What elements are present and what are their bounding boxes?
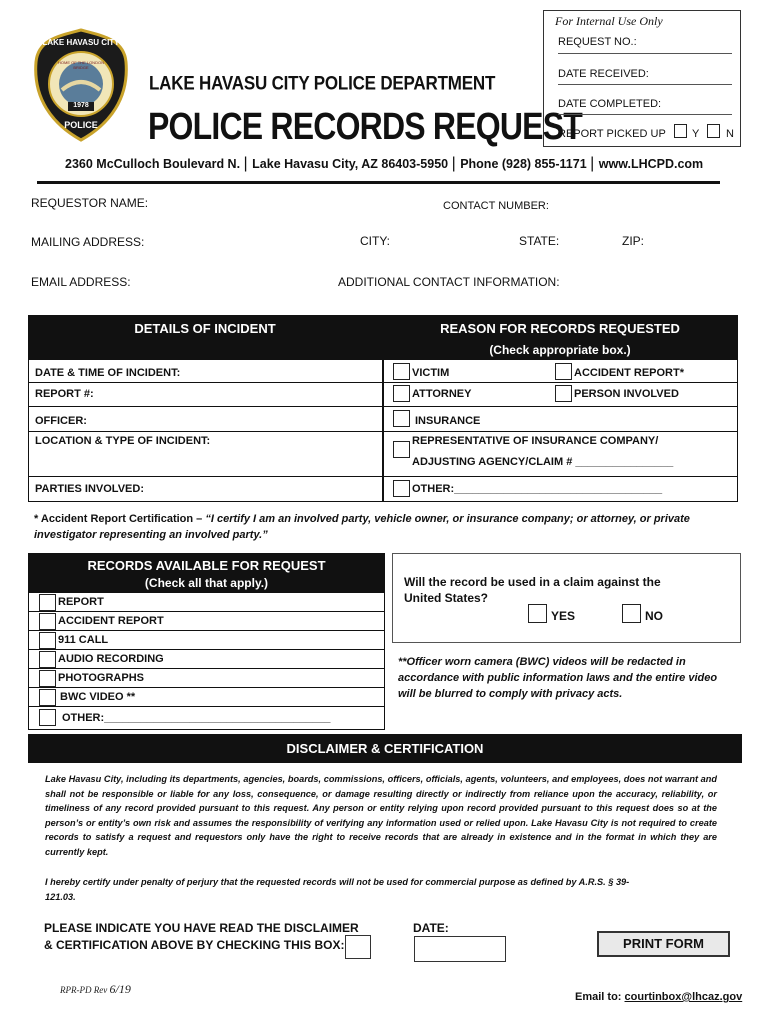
incident-location-label: LOCATION & TYPE OF INCIDENT:	[35, 435, 211, 447]
record-bwc-video-checkbox[interactable]	[39, 689, 56, 706]
row-divider	[28, 431, 738, 432]
bwc-note: **Officer worn camera (BWC) videos will be redacted in accordance with public information laws and the entire video will be blurred to comply with privacy acts.	[398, 656, 718, 700]
picked-up-no-label: N	[726, 128, 734, 140]
header-divider	[37, 181, 720, 184]
city-address: Lake Havasu City, AZ 86403-5950	[252, 157, 449, 171]
indicate-read-line-1: PLEASE INDICATE YOU HAVE READ THE DISCLAIMER	[44, 921, 359, 935]
record-911-call-checkbox[interactable]	[39, 632, 56, 649]
record-report-checkbox[interactable]	[39, 594, 56, 611]
record-911-call-label: 911 CALL	[58, 634, 109, 646]
mailing-address-label: MAILING ADDRESS:	[31, 235, 145, 249]
date-completed-line	[558, 114, 732, 115]
insurance-representative-label: REPRESENTATIVE OF INSURANCE COMPANY/	[412, 435, 659, 447]
record-other-checkbox[interactable]	[39, 709, 56, 726]
separator: |	[451, 155, 461, 172]
incident-heading: DETAILS OF INCIDENT	[134, 321, 276, 336]
row-divider	[28, 611, 385, 612]
person-involved-label: PERSON INVOLVED	[574, 388, 679, 400]
record-bwc-video-label: BWC VIDEO **	[60, 691, 136, 703]
victim-label: VICTIM	[412, 367, 450, 379]
separator: |	[590, 155, 599, 172]
insurance-representative-checkbox[interactable]	[393, 441, 410, 458]
request-no-line	[558, 53, 732, 54]
address-line	[65, 155, 703, 173]
incident-report-number-label: REPORT #:	[35, 388, 94, 400]
page-title: POLICE RECORDS REQUEST	[148, 104, 583, 148]
report-picked-up-label: REPORT PICKED UP	[558, 128, 666, 140]
state-field[interactable]	[560, 232, 615, 250]
department-name: LAKE HAVASU CITY POLICE DEPARTMENT	[149, 72, 496, 94]
requestor-name-label: REQUESTOR NAME:	[31, 196, 149, 210]
accident-report-reason-checkbox[interactable]	[555, 363, 572, 380]
email-link[interactable]: courtinbox@lhcaz.gov	[624, 991, 743, 1003]
claim-question: Will the record be used in a claim against the United States?	[404, 575, 661, 605]
request-no-label: REQUEST NO.:	[558, 36, 637, 48]
incident-officer-label: OFFICER:	[35, 415, 87, 427]
claim-no-label: NO	[645, 609, 663, 623]
row-divider	[28, 630, 385, 631]
mailing-address-field[interactable]	[145, 232, 355, 250]
phone-number: Phone (928) 855-1171	[460, 157, 587, 171]
incident-date-time-label: DATE & TIME OF INCIDENT:	[35, 367, 181, 379]
email-line	[575, 991, 742, 1003]
internal-use-box	[543, 10, 741, 147]
victim-checkbox[interactable]	[393, 363, 410, 380]
record-photographs-label: PHOTOGRAPHS	[58, 672, 144, 684]
claim-yes-label: YES	[551, 609, 576, 623]
record-photographs-checkbox[interactable]	[39, 670, 56, 687]
row-divider	[28, 706, 385, 707]
date-received-line	[558, 84, 732, 85]
zip-field[interactable]	[646, 232, 740, 250]
date-label: DATE:	[413, 921, 449, 935]
reason-heading: REASON FOR RECORDS REQUESTED	[440, 321, 680, 336]
date-field[interactable]	[414, 936, 506, 962]
city-label: CITY:	[360, 234, 391, 248]
additional-contact-label: ADDITIONAL CONTACT INFORMATION:	[338, 275, 560, 289]
disclaimer-body: Lake Havasu City, including its departments, agencies, boards, commissions, officers, officials, agents, volunteers, and employees, does not warrant and shall not be responsible or liable for any loss, consequence, or damage resulting directly or indirectly from reliance upon the accuracy, reliability, or timeliness of any record provided pursuant to this request. Any person or entity relying upon record provided pursuant to this request does so at the person’s or entity’s own risk and assumes the responsibility of verifying any information used or relied upon. Lake Havasu City is not required to create records to satisfy a request and requestors only have the right to receive records that are already in existence and in the format in which they are currently kept.	[45, 774, 717, 857]
record-report-label: REPORT	[58, 596, 104, 608]
separator: |	[243, 155, 253, 172]
print-form-button[interactable]: PRINT FORM	[597, 931, 730, 957]
city-field[interactable]	[392, 232, 512, 250]
contact-number-label: CONTACT NUMBER:	[443, 200, 549, 212]
person-involved-checkbox[interactable]	[555, 385, 572, 402]
internal-use-heading: For Internal Use Only	[555, 14, 663, 28]
row-divider	[28, 649, 385, 650]
row-divider	[28, 382, 738, 383]
record-audio-recording-checkbox[interactable]	[39, 651, 56, 668]
website[interactable]: www.LHCPD.com	[598, 157, 704, 171]
records-heading: RECORDS AVAILABLE FOR REQUEST	[87, 558, 326, 573]
date-received-label: DATE RECEIVED:	[558, 68, 649, 80]
email-label: Email to:	[575, 991, 625, 1003]
claim-yes-checkbox[interactable]	[528, 604, 547, 623]
row-divider	[28, 668, 385, 669]
other-reason-checkbox[interactable]	[393, 480, 410, 497]
logo-year: 1978	[73, 102, 89, 109]
claim-no-checkbox[interactable]	[622, 604, 641, 623]
record-accident-report-label: ACCIDENT REPORT	[58, 615, 164, 627]
logo-inner-text: HOME OF THE LONDON BRIDGE	[58, 60, 104, 70]
zip-label: ZIP:	[622, 234, 645, 248]
disclaimer-acknowledge-checkbox[interactable]	[345, 935, 371, 959]
other-reason-label: OTHER:__________________________________	[412, 483, 663, 495]
state-label: STATE:	[519, 234, 560, 248]
contact-number-field[interactable]	[560, 196, 740, 214]
picked-up-yes-label: Y	[692, 128, 700, 140]
picked-up-no-checkbox[interactable]	[707, 124, 720, 138]
row-divider	[28, 406, 738, 407]
commercial-purpose-certification: I hereby certify under penalty of perjury that the requested records will not be used for commercial purpose as defined by A.R.S. § 39-121.03.	[45, 877, 630, 902]
accident-certification-note	[34, 511, 734, 543]
attorney-label: ATTORNEY	[412, 388, 472, 400]
certification-lead: * Accident Report Certification –	[34, 513, 206, 525]
revision-date: 6/19	[109, 982, 131, 996]
attorney-checkbox[interactable]	[393, 385, 410, 402]
row-divider	[28, 687, 385, 688]
row-divider	[28, 476, 738, 477]
logo-police-text: POLICE	[64, 120, 98, 130]
picked-up-yes-checkbox[interactable]	[674, 124, 687, 138]
additional-contact-field[interactable]	[560, 272, 740, 290]
revision-label: RPR-PD Rev	[60, 985, 110, 995]
record-audio-recording-label: AUDIO RECORDING	[58, 653, 164, 665]
insurance-checkbox[interactable]	[393, 410, 410, 427]
insurance-label: INSURANCE	[415, 415, 481, 427]
disclaimer-heading: DISCLAIMER & CERTIFICATION	[286, 741, 484, 756]
indicate-read-line-2: & CERTIFICATION ABOVE BY CHECKING THIS BOX:	[44, 938, 345, 952]
accident-report-reason-label: ACCIDENT REPORT*	[574, 367, 685, 379]
record-accident-report-checkbox[interactable]	[39, 613, 56, 630]
incident-parties-label: PARTIES INVOLVED:	[35, 483, 144, 495]
certification-quote: “I certify I am an involved party, vehicle owner, or insurance company; or attorney, or private investigator representing an involved party.”	[34, 513, 690, 541]
street-address: 2360 McCulloch Boulevard N.	[65, 157, 241, 171]
email-address-label: EMAIL ADDRESS:	[31, 275, 131, 289]
requestor-name-field[interactable]	[150, 193, 430, 211]
records-subheading: (Check all that apply.)	[144, 576, 269, 590]
logo-ring-text: LAKE HAVASU CITY	[42, 38, 120, 47]
revision-note	[60, 982, 131, 997]
record-other-label: OTHER:_____________________________________	[62, 712, 331, 724]
police-badge-logo	[32, 28, 130, 142]
reason-subheading: (Check appropriate box.)	[489, 343, 631, 357]
date-completed-label: DATE COMPLETED:	[558, 98, 662, 110]
adjusting-agency-label: ADJUSTING AGENCY/CLAIM # ________________	[412, 456, 674, 468]
email-address-field[interactable]	[130, 272, 330, 290]
